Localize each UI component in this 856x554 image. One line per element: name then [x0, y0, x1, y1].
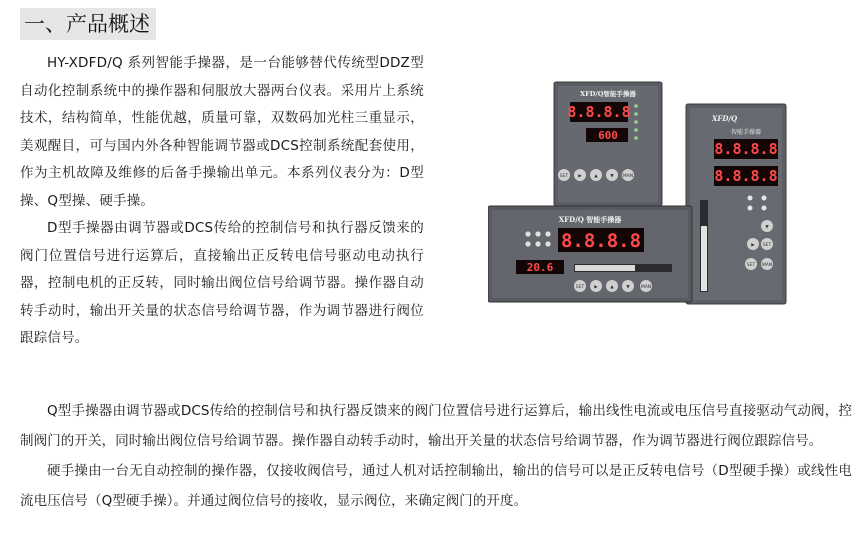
svg-text:MAN: MAN	[761, 263, 773, 268]
svg-text:▶: ▶	[594, 285, 598, 290]
paragraph-q-type: Q型手操器由调节器或DCS传给的控制信号和执行器反馈来的阀门位置信号进行运算后，输出线性电流或电压信号直接驱动气动阀，控制阀门的开关，同时输出阀位信号给调节器。操作器自动转手动时，输出开关量的状态信号给调节器，作为调节器进行阀位跟踪信号。	[20, 403, 852, 449]
device-b-subtitle: 智能手操器	[730, 129, 762, 136]
svg-text:▶: ▶	[751, 243, 755, 248]
svg-text:SET: SET	[762, 243, 772, 248]
svg-text:▼: ▼	[765, 225, 769, 230]
detail-text-block	[20, 396, 852, 516]
device-c-display-top: 8.8.8.8	[560, 230, 642, 252]
svg-text:▲: ▲	[610, 285, 614, 290]
device-a-brand: XFD/Q智能手操器	[580, 90, 636, 98]
intro-text-block	[20, 50, 424, 353]
device-a-display-bottom: 600	[598, 129, 618, 142]
product-photo	[488, 76, 788, 308]
svg-text:▼: ▼	[626, 285, 630, 290]
device-b-brand: XFD/Q	[712, 114, 738, 123]
svg-text:SET: SET	[746, 263, 756, 268]
device-a-display-top: 8.8.8.8	[567, 103, 631, 121]
device-b	[686, 104, 786, 304]
device-c-brand: XFD/Q 智能手操器	[558, 215, 622, 224]
svg-text:MAN: MAN	[622, 174, 634, 179]
svg-text:MAN: MAN	[640, 285, 652, 290]
section-heading	[20, 8, 156, 40]
paragraph-d-type: D型手操器由调节器或DCS传给的控制信号和执行器反馈来的阀门位置信号进行运算后，直接输出正反转电信号驱动电动执行器，控制电机的正反转，同时输出阀位信号给调节器。操作器自动转手动时，输出开关量的状态信号给调节器，作为调节器进行阀位跟踪信号。	[20, 220, 424, 346]
svg-text:SET: SET	[575, 285, 585, 290]
device-c	[488, 206, 692, 302]
device-b-display-top: 8.8.8.8	[714, 140, 778, 158]
device-b-display-bottom: 8.8.8.8	[714, 167, 778, 185]
device-a	[554, 82, 662, 206]
svg-text:▼: ▼	[610, 174, 614, 179]
paragraph-hard-manual: 硬手操由一台无自动控制的操作器，仅接收阀信号，通过人机对话控制输出，输出的信号可以是正反转电信号（D型硬手操）或线性电流电压信号（Q型硬手操）。并通过阀位信号的接收，显示阀位，来确定阀门的开度。	[20, 463, 852, 509]
svg-text:SET: SET	[559, 174, 569, 179]
svg-text:▶: ▶	[578, 174, 582, 179]
section-title: 一、产品概述	[24, 12, 150, 36]
svg-text:▲: ▲	[594, 174, 598, 179]
paragraph-overview: HY-XDFD/Q 系列智能手操器，是一台能够替代传统型DDZ型自动化控制系统中的操作器和伺服放大器两台仪表。采用片上系统技术，结构简单，性能优越，质量可靠，双数码加光柱三重显示，美观醒目，可与国内外各种智能调节器或DCS控制系统配套使用，作为主机故障及维修的后备手操输出单元。本系列仪表分为：D型操、Q型操、硬手操。	[20, 55, 424, 209]
device-c-display-bottom: 20.6	[526, 261, 554, 274]
